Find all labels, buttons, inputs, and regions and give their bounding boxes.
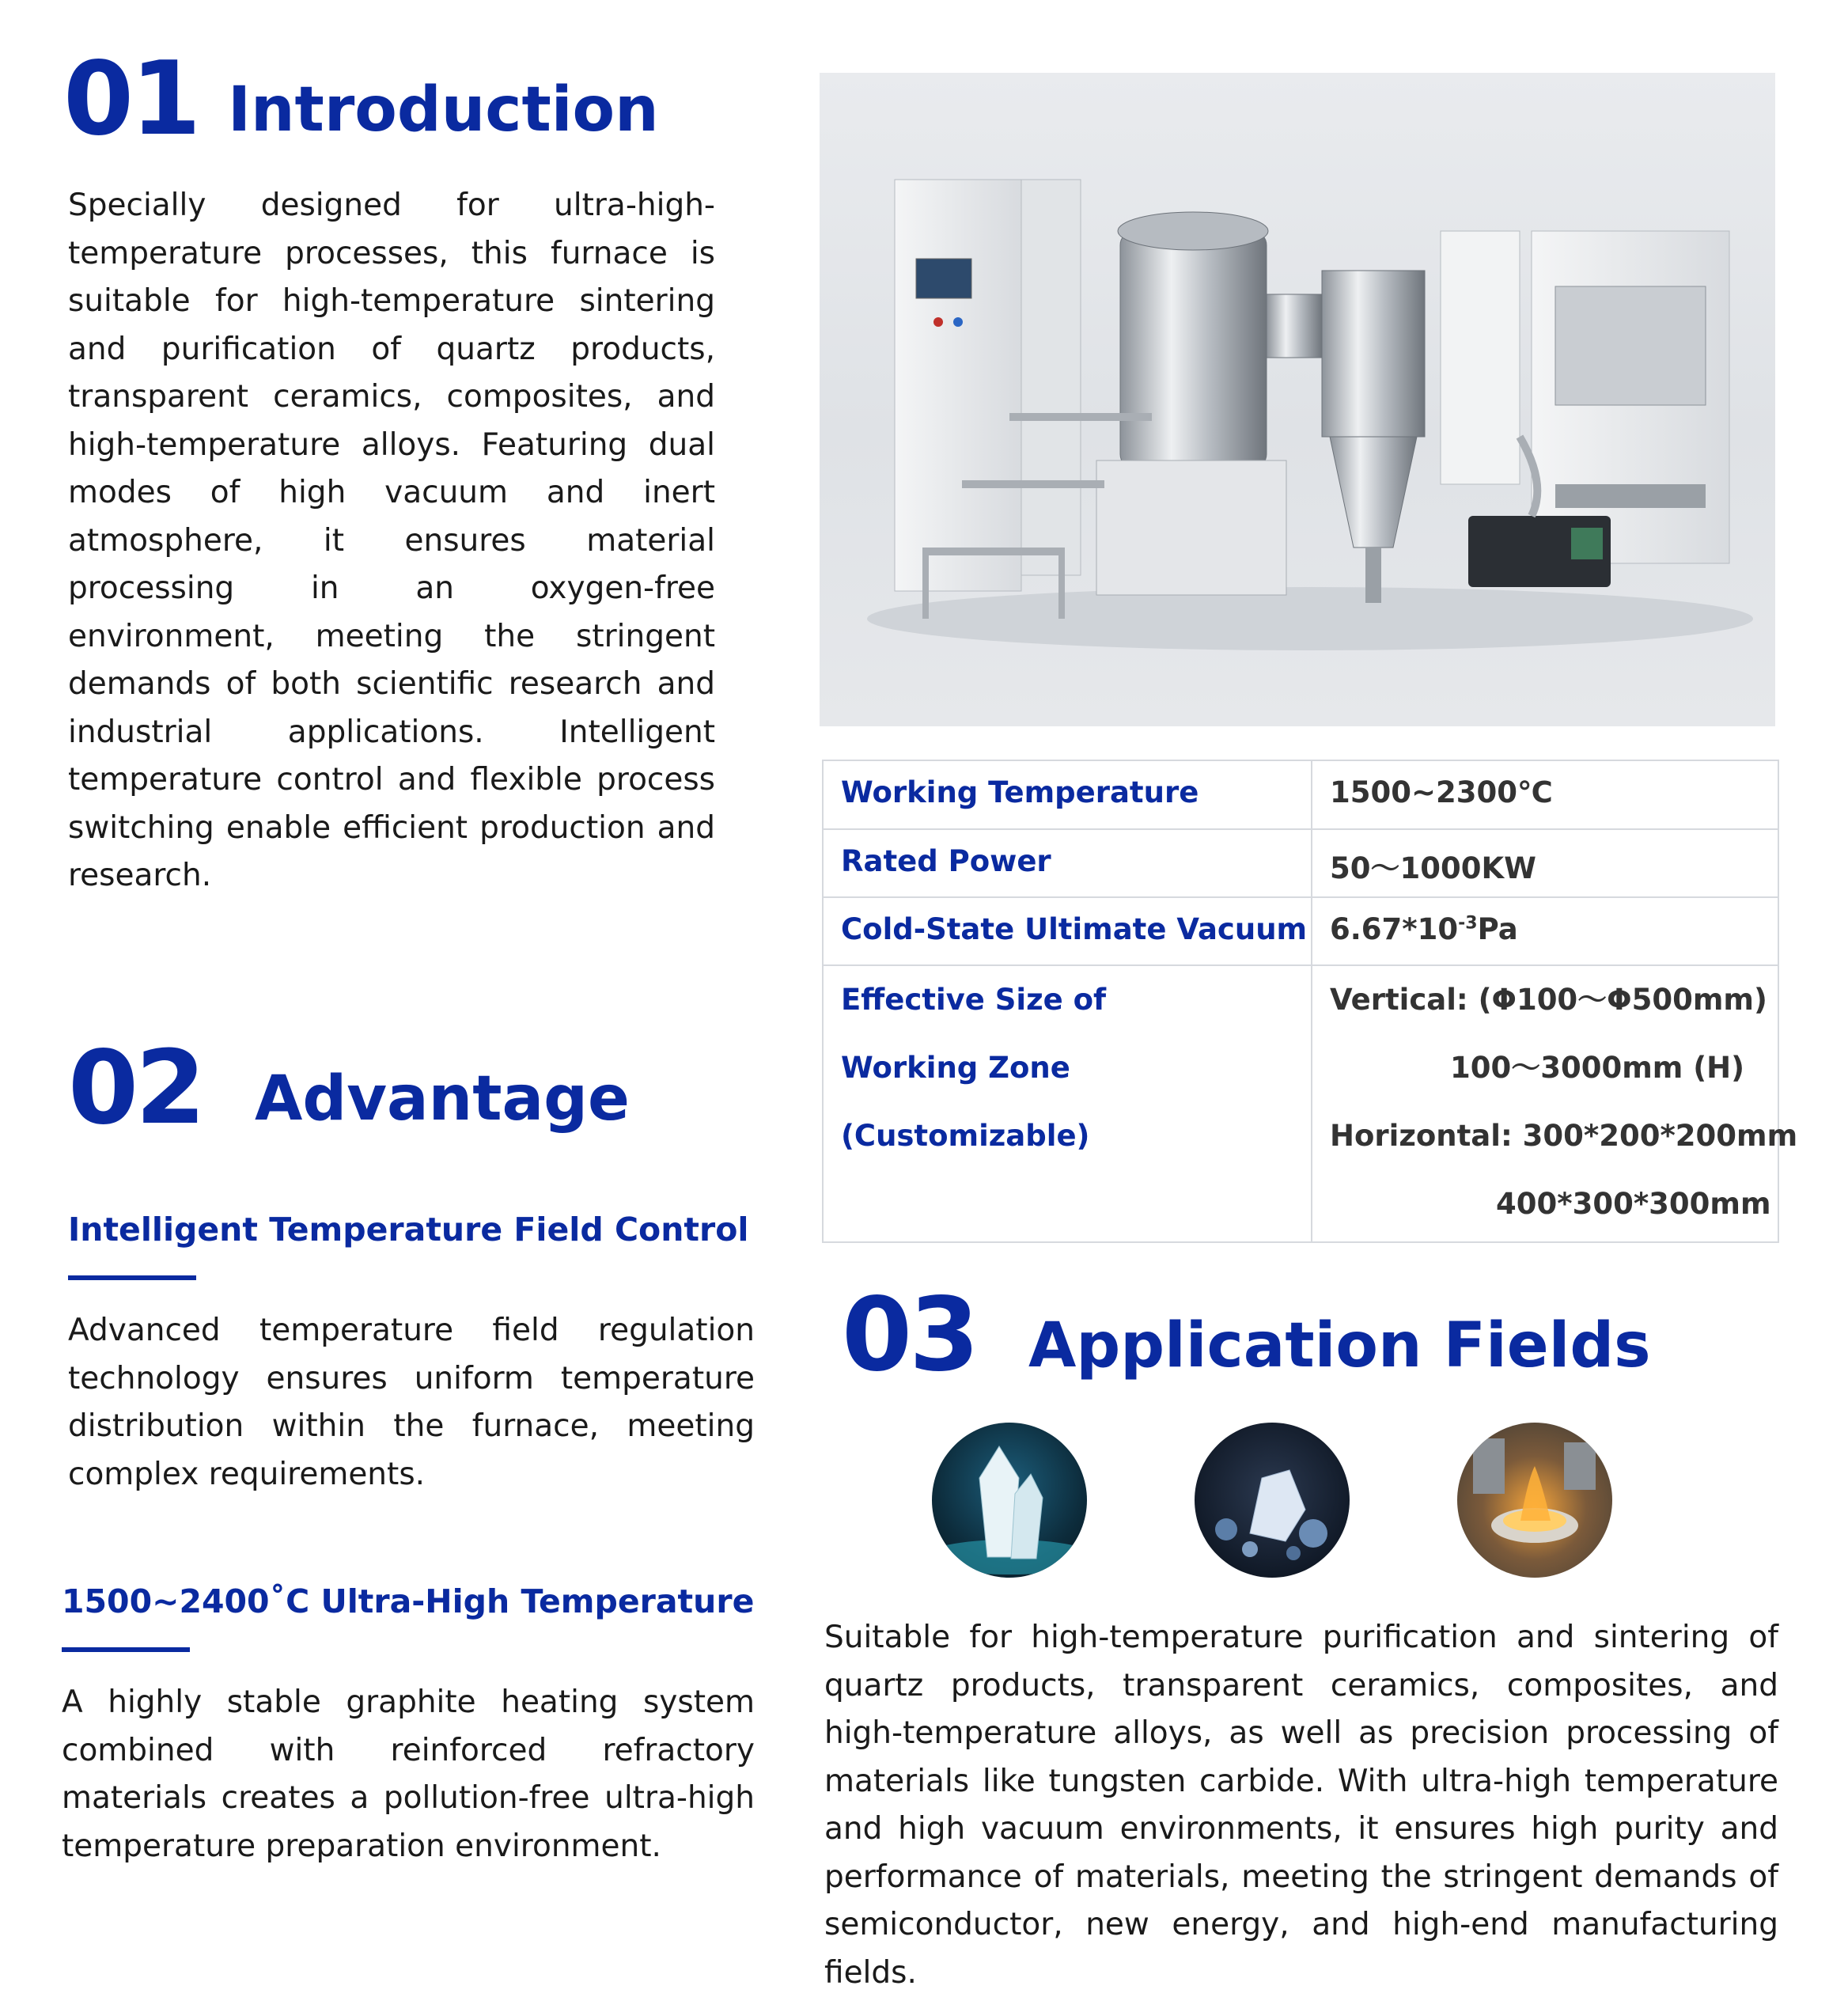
vacuum-value: 6.67*10 (1330, 912, 1459, 946)
table-row (823, 897, 1778, 965)
advantage-divider (68, 1275, 196, 1280)
spec-label: Cold-State Ultimate Vacuum (823, 897, 1312, 965)
zone-label-line: Effective Size of (841, 983, 1107, 1017)
crystal-on-spheres-image (1195, 1423, 1350, 1578)
spec-value: 50～1000KW (1312, 829, 1778, 897)
spec-label: Working Temperature (823, 760, 1312, 829)
spec-label: Rated Power (823, 829, 1312, 897)
table-row (823, 760, 1778, 829)
advantage-title-temperature-control: Intelligent Temperature Field Control (68, 1211, 749, 1249)
section-number-intro: 01 (63, 40, 199, 158)
advantage-body-ultra-high-temperature: A highly stable graphite heating system combined with reinforced refractory materials creates a pollution-free ultra-high temperature preparation environment. (62, 1684, 755, 1864)
quartz-crystal-image (932, 1423, 1087, 1578)
specification-table (822, 760, 1798, 1243)
vacuum-exponent: -3 (1458, 913, 1478, 934)
section-number-advantage: 02 (68, 1029, 203, 1147)
furnace-product-image (820, 73, 1775, 726)
advantage-divider (62, 1647, 190, 1652)
zone-value-line: Vertical: (Φ100～Φ500mm) (1330, 983, 1767, 1017)
section-title-intro: Introduction (228, 74, 659, 146)
advantage-body-temperature-control: Advanced temperature field regulation technology ensures uniform temperature distribution within the furnace, meeting complex requirements. (68, 1313, 755, 1492)
zone-value-line: Horizontal: 300*200*200mm (1330, 1119, 1798, 1153)
spec-value (1312, 897, 1778, 965)
section-title-advantage: Advantage (255, 1063, 630, 1135)
intro-paragraph: Specially designed for ultra-high-temperature processes, this furnace is suitable for high-temperature sintering and purification of quartz products, transparent ceramics, composites, and high-temperature alloys. Featuring dual modes of high vacuum and inert atmosphere, it ensures material processing in an oxygen-free environment, meeting the stringent demands of both scientific research and industrial applications. Intelligent temperature control and flexible process switching enable efficient production and research. (68, 188, 715, 893)
zone-label-line: (Customizable) (841, 1119, 1090, 1153)
spec-value-working-zone (1312, 965, 1798, 1242)
table-row (823, 965, 1778, 1242)
zone-value-line: 100～3000mm (H) (1450, 1051, 1744, 1085)
advantage-title-ultra-high-temperature: 1500~2400˚C Ultra-High Temperature (62, 1582, 755, 1620)
section-title-applications: Application Fields (1028, 1310, 1651, 1381)
vacuum-unit: Pa (1477, 912, 1518, 946)
applications-paragraph: Suitable for high-temperature purification and sintering of quartz products, transparent ceramics, composites, and high-temperature alloys, as well as precision processing of materials like tungsten carbide. With ultra-high temperature and high vacuum environments, it ensures high purity and performance of materials, meeting the stringent demands of semiconductor, new energy, and high-end manufacturing fields. (824, 1620, 1778, 1991)
spec-label-working-zone (823, 965, 1312, 1242)
zone-value-line: 400*300*300mm (1496, 1187, 1771, 1221)
zone-label-line: Working Zone (841, 1051, 1070, 1085)
section-number-applications: 03 (842, 1276, 977, 1394)
spec-value: 1500~2300℃ (1312, 760, 1778, 829)
molten-crucible-image (1457, 1423, 1612, 1578)
table-row (823, 829, 1778, 897)
